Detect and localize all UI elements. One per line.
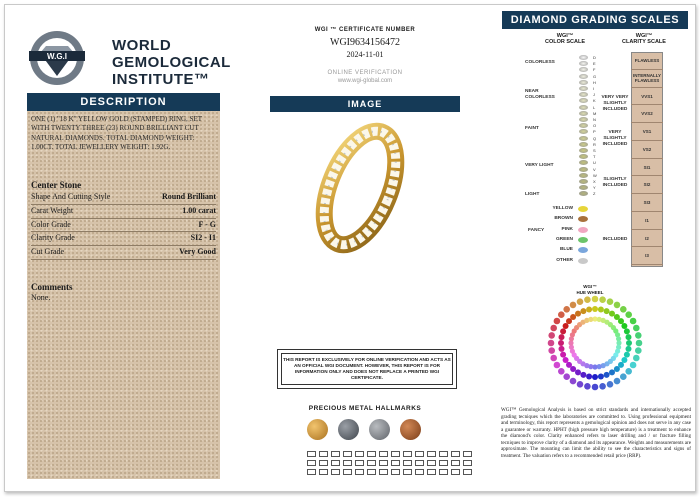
- spec-label: Clarity Grade: [31, 233, 75, 243]
- clarity-grade-cell: SI3: [631, 194, 663, 212]
- hue-swatch: [548, 347, 555, 354]
- clarity-grade-cell: FLAWLESS: [631, 52, 663, 70]
- color-group-label: COLORLESS: [525, 60, 555, 65]
- fancy-label: FANCY: [528, 228, 545, 233]
- certificate-label: WGI ™ CERTIFICATE NUMBER: [314, 27, 416, 33]
- certificate-sheet: [4, 4, 696, 492]
- color-group-label: VERY LIGHT: [525, 163, 554, 168]
- disclaimer-text: THIS REPORT IS EXCLUSIVELY FOR ONLINE VERIFICATION AND ACTS AS AN OFFICIAL WGI DOCUMENT. HOWEVER, THIS REPORT IS FOR INFORMATION ONLY AND DOES NOT REPLACE A PRINTED WGI CERTIFICATE.: [281, 353, 453, 385]
- spec-value: F - G: [198, 219, 216, 229]
- color-gem-icon: [579, 160, 588, 165]
- hue-swatch: [559, 346, 565, 352]
- spec-label: Carat Weight: [31, 205, 74, 215]
- hue-swatch: [570, 314, 576, 320]
- clarity-scale-title: WGI™ CLARITY SCALE: [622, 33, 666, 45]
- footer-disclaimer: WGI™ Gemological Analysis is based on strict standards and internationally accepted grading tecniques which the laboratories are committed to. Using professional equipment and terminology, this report represents a gemological opinion and does not serve in any case a guarantee or warranty. HPHT (high pressure high temperature) is a treatment to enhance the diamond's color. Clarity enhanced refers to laser drilling and / or fracture filling tecniques to improve clarity of a diamond and its appearance. Weights and measurements are approximate. The mounting can limit the ability to see the characteristics and signs of treatment. The valuation refers to a recommended retail price (RRP).: [501, 407, 691, 459]
- ring-image: [305, 117, 415, 259]
- hue-swatch: [588, 317, 593, 322]
- color-letter: I: [593, 86, 595, 91]
- spec-row: [31, 219, 216, 233]
- hue-swatch: [598, 374, 604, 380]
- hue-swatch: [575, 369, 581, 375]
- fancy-color-label: YELLOW: [552, 206, 573, 211]
- color-letter: X: [593, 179, 596, 184]
- clarity-grade-cell: INTERNALLY FLAWLESS: [631, 70, 663, 88]
- color-group-label: NEAR COLORLESS: [525, 89, 555, 100]
- hue-swatch: [563, 357, 569, 363]
- clarity-group-label: SLIGHTLY INCLUDED: [602, 177, 628, 188]
- spec-value: Very Good: [179, 247, 216, 257]
- hue-swatch: [635, 347, 642, 354]
- color-gem-icon: [579, 154, 588, 159]
- hue-swatch: [614, 302, 621, 309]
- color-gem-icon: [579, 123, 588, 128]
- fancy-gem-icon: [578, 247, 588, 253]
- hue-swatch: [630, 318, 637, 325]
- hue-swatch: [626, 340, 632, 346]
- hue-swatch: [633, 325, 640, 332]
- hue-swatch: [584, 383, 591, 390]
- certificate-date: 2024-11-01: [346, 50, 384, 59]
- color-letter: O: [593, 123, 597, 129]
- hallmark-platinum-icon: [338, 419, 359, 440]
- color-gem-icon: [579, 185, 588, 190]
- color-letter: K: [593, 98, 596, 104]
- logo-name-line1: WORLD: [112, 37, 172, 54]
- comments-title: Comments: [31, 282, 73, 292]
- hue-swatch: [620, 306, 627, 313]
- hue-swatch: [614, 366, 620, 372]
- description-panel: [27, 111, 220, 479]
- color-letter: S: [593, 148, 596, 153]
- hue-swatch: [621, 323, 627, 329]
- image-heading: IMAGE: [270, 96, 460, 112]
- hue-swatch: [607, 298, 614, 305]
- spec-row: [31, 191, 216, 205]
- hue-swatch: [635, 332, 642, 339]
- color-gem-icon: [579, 173, 588, 178]
- spec-row: [31, 232, 216, 246]
- color-letter: Q: [593, 135, 597, 141]
- color-letter: J: [593, 92, 595, 98]
- color-letter: M: [593, 110, 597, 116]
- hue-swatch: [570, 302, 577, 309]
- hue-swatch: [577, 381, 584, 388]
- fancy-color-label: OTHER: [556, 257, 573, 263]
- fancy-gem-icon: [578, 206, 588, 212]
- hue-swatch: [604, 372, 610, 378]
- color-letter: V: [593, 166, 596, 172]
- hue-swatch: [609, 311, 615, 317]
- certificate-number: WGI9634156472: [330, 37, 400, 48]
- hue-swatch: [625, 311, 632, 318]
- hue-swatch: [618, 318, 624, 324]
- description-text: ONE (1) "18 K" YELLOW GOLD (STAMPED) RING, SET WITH TWENTY THREE (23) ROUND BRILLIANT CUT NATURAL DIAMONDS. TOTAL DIAMOND WEIGHT: 1.00CT. TOTAL JEWELLERY WEIGHT: 1.92G.: [31, 115, 202, 152]
- color-gem-icon: [579, 86, 588, 91]
- hue-swatch: [570, 378, 577, 385]
- hue-swatch: [598, 307, 604, 313]
- hue-swatch: [563, 323, 569, 329]
- hue-swatch: [599, 296, 606, 303]
- hue-swatch: [560, 352, 566, 358]
- color-gem-icon: [579, 111, 588, 116]
- center-stone-table: [31, 191, 216, 260]
- color-gem-icon: [579, 98, 588, 103]
- color-group-label: LIGHT: [525, 192, 540, 197]
- clarity-grade-cell: I3: [631, 247, 663, 265]
- clarity-grade-cell: SI1: [631, 159, 663, 177]
- color-gem-icon: [579, 61, 588, 66]
- hue-swatch: [548, 340, 555, 347]
- color-gem-icon: [579, 74, 588, 79]
- hue-swatch: [586, 307, 592, 313]
- color-gem-icon: [579, 179, 588, 184]
- hue-swatch: [599, 383, 606, 390]
- svg-text:W.G.I: W.G.I: [47, 52, 67, 61]
- center-stone-title: Center Stone: [31, 180, 82, 190]
- hue-swatch: [559, 334, 565, 340]
- hue-swatch: [563, 306, 570, 313]
- hue-swatch: [621, 357, 627, 363]
- clarity-grade-cell: SI2: [631, 176, 663, 194]
- hue-swatch: [607, 381, 614, 388]
- color-letter: U: [593, 160, 596, 166]
- color-letter: G: [593, 73, 597, 79]
- spec-row: [31, 205, 216, 219]
- fancy-color-label: PINK: [561, 226, 573, 232]
- spec-value: Round Brilliant: [161, 192, 216, 201]
- hue-swatch: [566, 362, 572, 368]
- hue-swatch: [554, 362, 561, 369]
- clarity-grade-cell: VS1: [631, 123, 663, 141]
- hallmark-silver-icon: [369, 419, 390, 440]
- hue-swatch: [563, 373, 570, 380]
- logo-name-line3: INSTITUTE™: [112, 71, 210, 88]
- color-letter: P: [593, 129, 596, 135]
- fancy-gem-icon: [578, 258, 588, 264]
- hallmark-copper-icon: [400, 419, 421, 440]
- fancy-color-label: BLUE: [559, 247, 573, 253]
- hue-swatch: [558, 311, 565, 318]
- color-letter: W: [593, 172, 597, 178]
- spec-value: SI2 - I1: [190, 233, 216, 243]
- color-gem-icon: [579, 105, 588, 110]
- hue-swatch: [592, 296, 599, 303]
- color-scale-title: WGI™ COLOR SCALE: [544, 33, 586, 45]
- color-gem-icon: [579, 117, 588, 122]
- wgi-seal-icon: [26, 29, 88, 87]
- hue-swatch: [584, 296, 591, 303]
- color-gem-icon: [579, 148, 588, 153]
- hue-swatch: [592, 374, 598, 380]
- online-verification-label: ONLINE VERIFICATION: [327, 70, 403, 76]
- hue-swatch: [633, 355, 640, 362]
- hue-swatch: [560, 328, 566, 334]
- clarity-grade-cell: I1: [631, 212, 663, 230]
- hue-swatch: [624, 328, 630, 334]
- hallmark-gold-icon: [307, 419, 328, 440]
- hue-swatch: [624, 352, 630, 358]
- hue-swatch: [604, 308, 610, 314]
- color-letter: N: [593, 117, 596, 122]
- hue-swatch: [577, 298, 584, 305]
- fancy-color-label: BROWN: [554, 216, 573, 222]
- clarity-group-label: VERY VERY SLIGHTLY INCLUDED: [601, 95, 629, 112]
- color-letter: T: [593, 154, 596, 160]
- color-letter: Y: [593, 185, 596, 191]
- hallmark-stamps: [307, 451, 472, 457]
- clarity-grade-cell: VVS2: [631, 105, 663, 123]
- fancy-color-label: GREEN: [555, 236, 573, 242]
- clarity-group-label: VERY SLIGHTLY INCLUDED: [602, 130, 628, 147]
- hallmarks-title: PRECIOUS METAL HALLMARKS: [308, 405, 422, 412]
- hue-swatch: [586, 374, 592, 380]
- hue-swatch: [580, 372, 586, 378]
- grading-scales-heading: DIAMOND GRADING SCALES: [502, 11, 688, 29]
- color-letter: E: [593, 61, 596, 67]
- comments-text: None.: [31, 293, 51, 302]
- hue-swatch: [620, 373, 627, 380]
- hue-swatch: [554, 318, 561, 325]
- hue-swatch: [550, 355, 557, 362]
- hue-wheel: [535, 293, 655, 393]
- hue-swatch: [636, 340, 643, 347]
- color-gem-icon: [579, 55, 588, 60]
- color-letter: Z: [593, 191, 596, 197]
- hue-swatch: [614, 378, 621, 385]
- color-gem-icon: [579, 129, 588, 134]
- hue-swatch: [592, 384, 599, 391]
- fancy-gem-icon: [578, 227, 588, 233]
- clarity-grade-cell: I2: [631, 230, 663, 248]
- color-gem-icon: [579, 80, 588, 85]
- clarity-grade-cell: VS2: [631, 141, 663, 159]
- hallmark-stamps: [307, 469, 472, 475]
- hue-swatch: [592, 306, 598, 312]
- hallmark-stamps: [307, 460, 472, 466]
- spec-value: 1.00 carat: [182, 205, 216, 215]
- spec-label: Shape And Cutting Style: [31, 192, 111, 201]
- hue-swatch: [630, 362, 637, 369]
- color-gem-icon: [579, 191, 588, 196]
- color-group-label: FAINT: [525, 126, 539, 131]
- spec-label: Color Grade: [31, 219, 71, 229]
- color-gem-icon: [579, 167, 588, 172]
- certificate-block: [270, 27, 460, 84]
- hue-swatch: [550, 325, 557, 332]
- fancy-gem-icon: [578, 237, 588, 243]
- website-link[interactable]: www.wgi-global.com: [337, 78, 393, 84]
- disclaimer-box: [277, 349, 457, 389]
- clarity-group-label: INCLUDED: [602, 237, 628, 242]
- hue-swatch: [625, 368, 632, 375]
- hue-swatch: [626, 346, 632, 352]
- color-letter: R: [593, 141, 596, 147]
- fancy-gem-icon: [578, 216, 588, 222]
- color-gem-icon: [579, 142, 588, 147]
- description-heading: DESCRIPTION: [27, 93, 220, 111]
- wgi-logo: [26, 29, 231, 88]
- spec-row: [31, 246, 216, 260]
- hue-swatch: [558, 340, 564, 346]
- hue-swatch: [548, 332, 555, 339]
- color-gem-icon: [579, 67, 588, 72]
- clarity-grade-cell: VVS1: [631, 88, 663, 106]
- hue-swatch: [575, 311, 581, 317]
- hue-swatch: [609, 369, 615, 375]
- color-letter: D: [593, 55, 596, 60]
- color-gem-icon: [579, 92, 588, 97]
- color-letter: L: [593, 104, 596, 110]
- hue-swatch: [580, 308, 586, 314]
- spec-label: Cut Grade: [31, 247, 65, 257]
- hue-swatch: [558, 368, 565, 375]
- color-letter: H: [593, 79, 596, 85]
- hue-wheel-title: WGI™ HUE WHEEL: [576, 284, 604, 295]
- logo-name-line2: GEMOLOGICAL: [112, 54, 231, 71]
- color-gem-icon: [579, 136, 588, 141]
- color-letter: F: [593, 67, 596, 73]
- hue-swatch: [626, 334, 632, 340]
